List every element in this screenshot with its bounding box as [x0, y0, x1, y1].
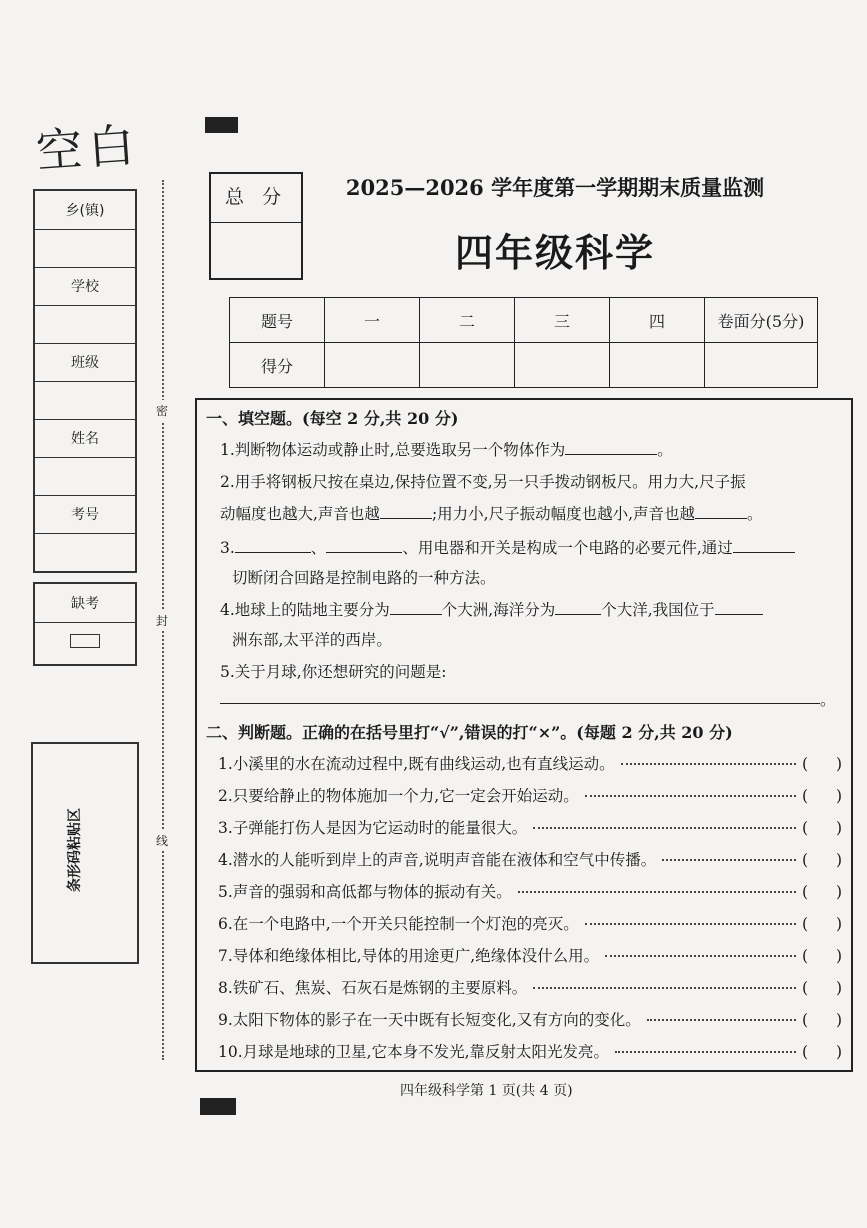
barcode-area [31, 742, 139, 964]
question-5-answer-line[interactable] [220, 703, 820, 704]
absent-label: 缺考 [71, 596, 99, 612]
judge-question-4: 4.潜水的人能听到岸上的声音,说明声音能在液体和空气中传播。 ( ) [218, 851, 842, 869]
absent-checkbox[interactable] [70, 634, 100, 648]
judge-question-1: 1.小溪里的水在流动过程中,既有曲线运动,也有直线运动。 ( ) [218, 755, 842, 773]
score-header-2: 二 [420, 298, 515, 343]
score-cell-1[interactable] [325, 343, 420, 388]
judge-question-2: 2.只要给静止的物体施加一个力,它一定会开始运动。 ( ) [218, 787, 842, 805]
answer-paren[interactable]: ( ) [802, 755, 842, 773]
fill-question-2-line1: 2.用手将钢板尺按在桌边,保持位置不变,另一只手拨动钢板尺。用力大,尺子振 [220, 473, 746, 491]
score-cell-3[interactable] [515, 343, 610, 388]
score-cell-4[interactable] [610, 343, 705, 388]
page-footer: 四年级科学第 1 页(共 4 页) [400, 1083, 573, 1099]
student-info-panel [33, 189, 137, 573]
judge-question-5: 5.声音的强弱和高低都与物体的振动有关。 ( ) [218, 883, 842, 901]
judge-question-9: 9.太阳下物体的影子在一天中既有长短变化,又有方向的变化。 ( ) [218, 1011, 842, 1029]
answer-paren[interactable]: ( ) [802, 947, 842, 965]
absent-box [33, 582, 137, 666]
class-label: 班级 [71, 355, 99, 371]
name-label: 姓名 [71, 431, 99, 447]
answer-blank[interactable] [235, 537, 311, 554]
answer-blank[interactable] [695, 503, 747, 520]
fill-question-4-line2: 洲东部,太平洋的西岸。 [232, 631, 392, 649]
answer-paren[interactable]: ( ) [802, 1043, 842, 1061]
judge-question-8: 8.铁矿石、焦炭、石灰石是炼钢的主要原料。 ( ) [218, 979, 842, 997]
total-score-box [209, 172, 303, 280]
judge-question-3: 3.子弹能打伤人是因为它运动时的能量很大。 ( ) [218, 819, 842, 837]
section1-title: 一、填空题。(每空 2 分,共 20 分) [206, 409, 459, 428]
score-header-1: 一 [325, 298, 420, 343]
fill-question-3-line1: 3. 、 、用电器和开关是构成一个电路的必要元件,通过 [220, 536, 795, 558]
score-row-label: 得分 [230, 343, 325, 388]
exam-title: 2025—2026 学年度第一学期期末质量监测 [345, 175, 765, 200]
answer-paren[interactable]: ( ) [802, 851, 842, 869]
answer-paren[interactable]: ( ) [802, 1011, 842, 1029]
exam-number-label: 考号 [71, 507, 99, 523]
total-score-label: 总 分 [224, 186, 288, 208]
seal-char-feng: 封 [156, 610, 168, 631]
seal-char-xian: 线 [156, 830, 168, 851]
answer-blank[interactable] [326, 537, 402, 554]
judge-question-6: 6.在一个电路中,一个开关只能控制一个灯泡的亮灭。 ( ) [218, 915, 842, 933]
answer-paren[interactable]: ( ) [802, 979, 842, 997]
score-header-4: 四 [610, 298, 705, 343]
score-header-neatness: 卷面分(5分) [705, 298, 818, 343]
township-label: 乡(镇) [65, 203, 105, 219]
answer-paren[interactable]: ( ) [802, 819, 842, 837]
barcode-label: 条形码粘贴区 [67, 808, 83, 892]
answer-blank[interactable] [565, 439, 657, 456]
score-header-3: 三 [515, 298, 610, 343]
registration-mark-bottom [200, 1098, 236, 1115]
answer-blank[interactable] [390, 599, 442, 616]
school-label: 学校 [71, 279, 99, 295]
judge-question-10: 10.月球是地球的卫星,它本身不发光,靠反射太阳光发亮。 ( ) [218, 1043, 842, 1061]
answer-paren[interactable]: ( ) [802, 915, 842, 933]
fill-question-4-line1: 4.地球上的陆地主要分为 个大洲,海洋分为 个大洋,我国位于 [220, 598, 763, 620]
score-header-number: 题号 [230, 298, 325, 343]
judge-question-7: 7.导体和绝缘体相比,导体的用途更广,绝缘体没什么用。 ( ) [218, 947, 842, 965]
subject-title: 四年级科学 [454, 230, 655, 275]
fill-question-1: 1.判断物体运动或静止时,总要选取另一个物体作为 。 [220, 438, 673, 460]
handwritten-note: 空白 [34, 117, 142, 179]
registration-mark-top [205, 117, 238, 133]
fill-question-5: 5.关于月球,你还想研究的问题是: [220, 663, 447, 681]
answer-paren[interactable]: ( ) [802, 883, 842, 901]
answer-blank[interactable] [733, 537, 795, 554]
answer-blank[interactable] [715, 599, 763, 616]
seal-char-mi: 密 [156, 400, 168, 421]
fill-question-2-line2: 动幅度也越大,声音也越 ;用力小,尺子振动幅度也越小,声音也越 。 [220, 502, 763, 524]
score-cell-2[interactable] [420, 343, 515, 388]
answer-paren[interactable]: ( ) [802, 787, 842, 805]
score-cell-neatness[interactable] [705, 343, 818, 388]
fill-question-3-line2: 切断闭合回路是控制电路的一种方法。 [232, 569, 496, 587]
section2-title: 二、判断题。正确的在括号里打“√”,错误的打“×”。(每题 2 分,共 20 分) [206, 723, 733, 742]
score-table [229, 297, 818, 388]
answer-blank[interactable] [555, 599, 601, 616]
answer-blank[interactable] [380, 503, 432, 520]
question-5-period: 。 [820, 691, 836, 709]
